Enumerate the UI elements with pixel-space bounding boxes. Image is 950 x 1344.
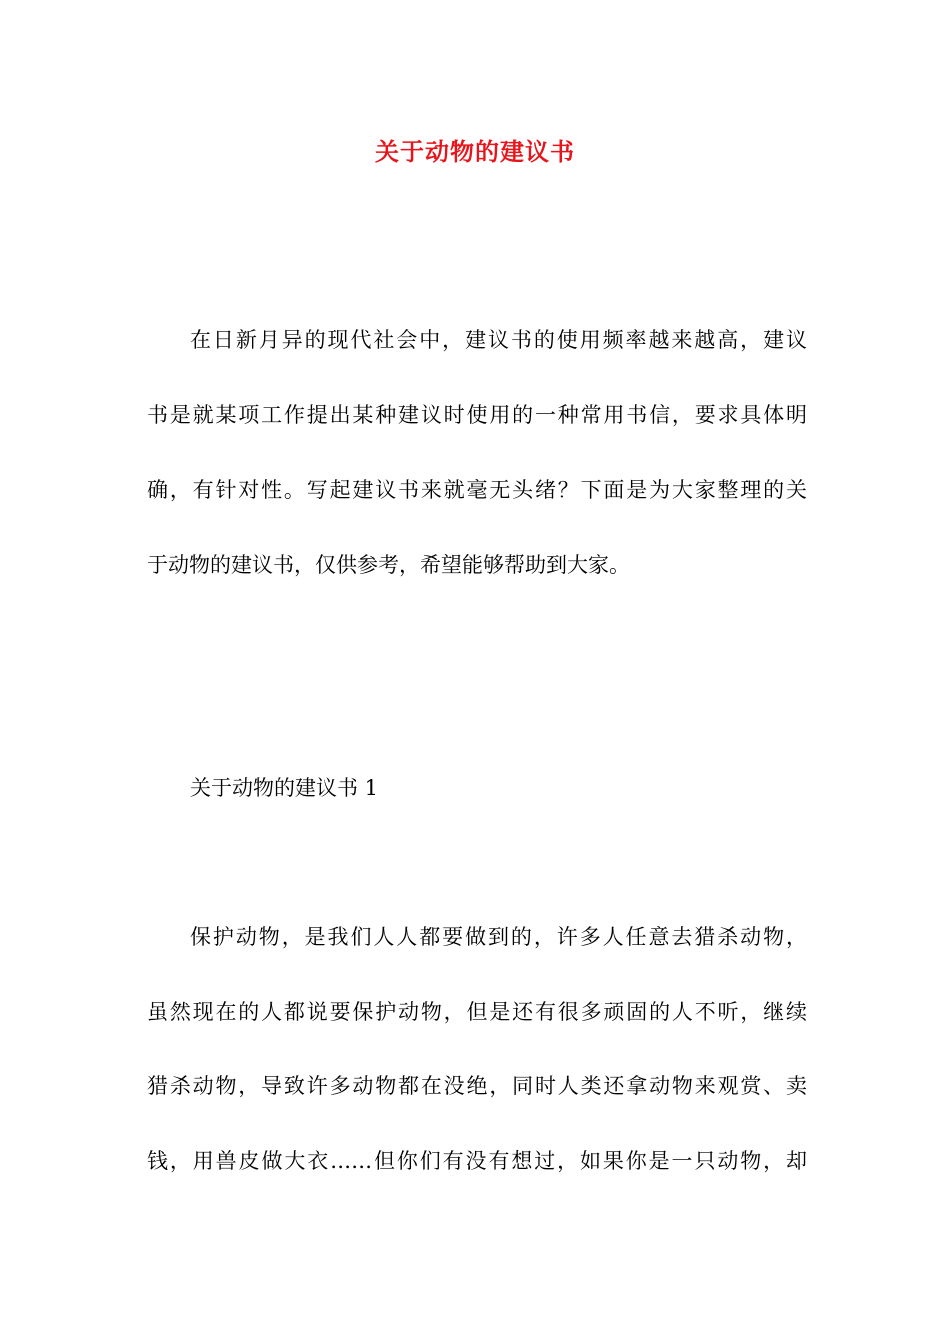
intro-line-2: 书是就某项工作提出某种建议时使用的一种常用书信，要求具体明 <box>147 403 807 427</box>
intro-line-3: 确，有针对性。写起建议书来就毫无头绪？下面是为大家整理的关 <box>147 478 807 502</box>
section-heading: 关于动物的建议书 1 <box>190 776 379 800</box>
intro-line-4: 于动物的建议书，仅供参考，希望能够帮助到大家。 <box>147 553 630 577</box>
body-line-4: 钱，用兽皮做大衣……但你们有没有想过，如果你是一只动物，却 <box>147 1149 807 1173</box>
body-line-2: 虽然现在的人都说要保护动物，但是还有很多顽固的人不听，继续 <box>147 1000 807 1024</box>
document-title: 关于动物的建议书 <box>375 137 575 166</box>
body-line-1: 保护动物，是我们人人都要做到的，许多人任意去猎杀动物， <box>190 925 807 949</box>
intro-line-1: 在日新月异的现代社会中，建议书的使用频率越来越高，建议 <box>190 328 807 352</box>
body-line-3: 猎杀动物，导致许多动物都在没绝，同时人类还拿动物来观赏、卖 <box>147 1074 807 1098</box>
